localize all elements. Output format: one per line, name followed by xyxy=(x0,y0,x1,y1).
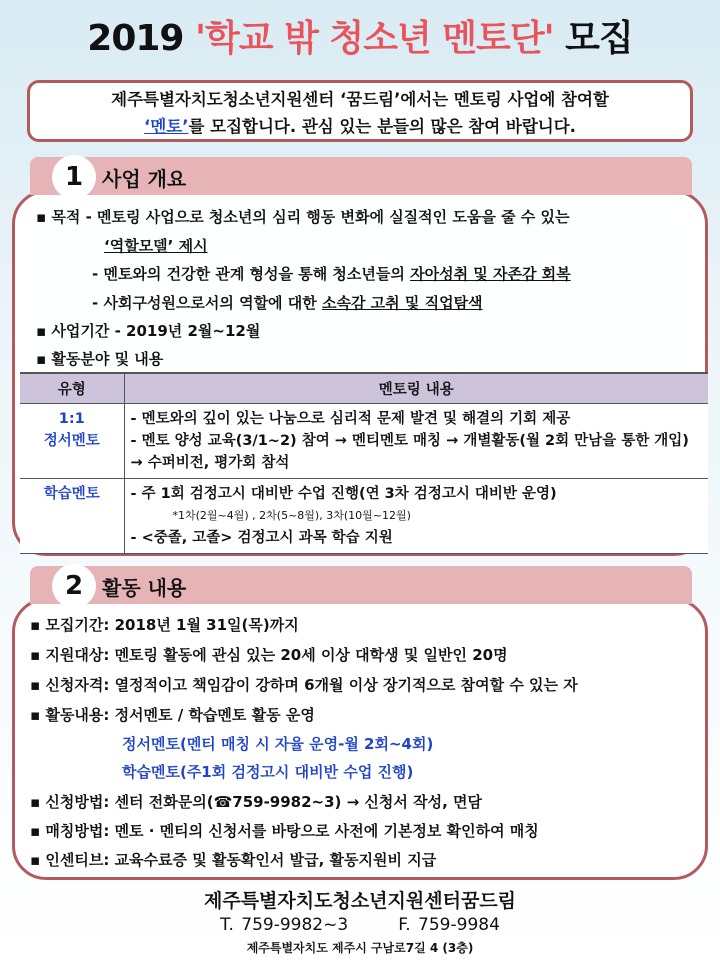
mentor-link[interactable]: ‘멘토’ xyxy=(144,117,189,136)
page-title: 2019 '학교 밖 청소년 멘토단' 모집 xyxy=(87,18,633,59)
sub-item: 학습멘토(주1회 검정고시 대비반 수업 진행) xyxy=(122,763,414,781)
list-item: ▪ 인센티브: 교육수료증 및 활동확인서 발급, 활동지원비 지급 xyxy=(30,851,437,869)
purpose-text: - 멘토와의 건강한 관계 형성을 통해 청소년들의 자아성취 및 자존감 회복 xyxy=(92,265,571,283)
purpose-text: - 사회구성원으로서의 역할에 대한 소속감 고취 및 직업탐색 xyxy=(92,294,483,312)
footer-address: 제주특별자치도 제주시 구남로7길 4 (3층) xyxy=(246,941,474,955)
section-number-badge: 1 xyxy=(52,155,96,199)
table-header: 멘토링 내용 xyxy=(124,373,708,403)
section-title: 사업 개요 xyxy=(102,167,187,191)
section-title: 활동 내용 xyxy=(102,576,187,600)
footer-contact: T. 759-9982~3 F. 759-9984 xyxy=(220,915,500,935)
list-item: ▪ 신청자격: 열정적이고 책임감이 강하며 6개월 이상 장기적으로 참여할 수 있는 자 xyxy=(30,676,578,694)
table-header: 유형 xyxy=(20,373,124,403)
list-item: ▪ 모집기간: 2018년 1월 31일(목)까지 xyxy=(30,616,299,634)
section1-header xyxy=(30,157,692,195)
sub-item: 정서멘토(멘티 매칭 시 자율 운영-월 2회~4회) xyxy=(122,735,434,753)
table-row: 학습멘토 - 주 1회 검정고시 대비반 수업 진행(연 3차 검정고시 대비반 운영) *1차(2월~4월) , 2차(5~8월), 3차(10월~12월) - <중졸, 고졸> 검정고시 과목 학습 지원 xyxy=(20,478,708,553)
period-text: ▪ 사업기간 - 2019년 2월~12월 xyxy=(36,322,261,340)
section2-header xyxy=(30,566,692,604)
table-row: 1:1 정서멘토 - 멘토와의 깊이 있는 나눔으로 심리적 문제 발견 및 해결의 기회 제공 - 멘토 양성 교육(3/1~2) 참여 → 멘티멘토 매칭 → 개별활동(월 2회 만남을 통한 개입) → 수퍼비전, 평가회 참석 xyxy=(20,403,708,478)
intro-box: 제주특별자치도청소년지원센터 ‘꿈드림’에서는 멘토링 사업에 참여할 ‘멘토’를 모집합니다. 관심 있는 분들의 많은 참여 바랍니다. xyxy=(27,80,693,142)
purpose-text: ‘역할모델’ 제시 xyxy=(104,237,208,255)
list-item: ▪ 지원대상: 멘토링 활동에 관심 있는 20세 이상 대학생 및 일반인 20명 xyxy=(30,646,508,664)
fields-text: ▪ 활동분야 및 내용 xyxy=(36,350,164,368)
purpose-text: ▪ 목적 - 멘토링 사업으로 청소년의 심리 행동 변화에 실질적인 도움을 줄 수 있는 xyxy=(36,208,570,226)
list-item: ▪ 매칭방법: 멘토 · 멘티의 신청서를 바탕으로 사전에 기본정보 확인하여 매칭 xyxy=(30,822,539,840)
list-item: ▪ 활동내용: 정서멘토 / 학습멘토 활동 운영 xyxy=(30,706,315,724)
footer-org: 제주특별자치도청소년지원센터꿈드림 xyxy=(203,890,517,912)
mentoring-table xyxy=(20,372,708,554)
list-item: ▪ 신청방법: 센터 전화문의(☎759-9982~3) → 신청서 작성, 면담 xyxy=(30,793,483,811)
section-number-badge: 2 xyxy=(52,564,96,608)
intro-line: 제주특별자치도청소년지원센터 ‘꿈드림’에서는 멘토링 사업에 참여할 xyxy=(111,90,609,109)
